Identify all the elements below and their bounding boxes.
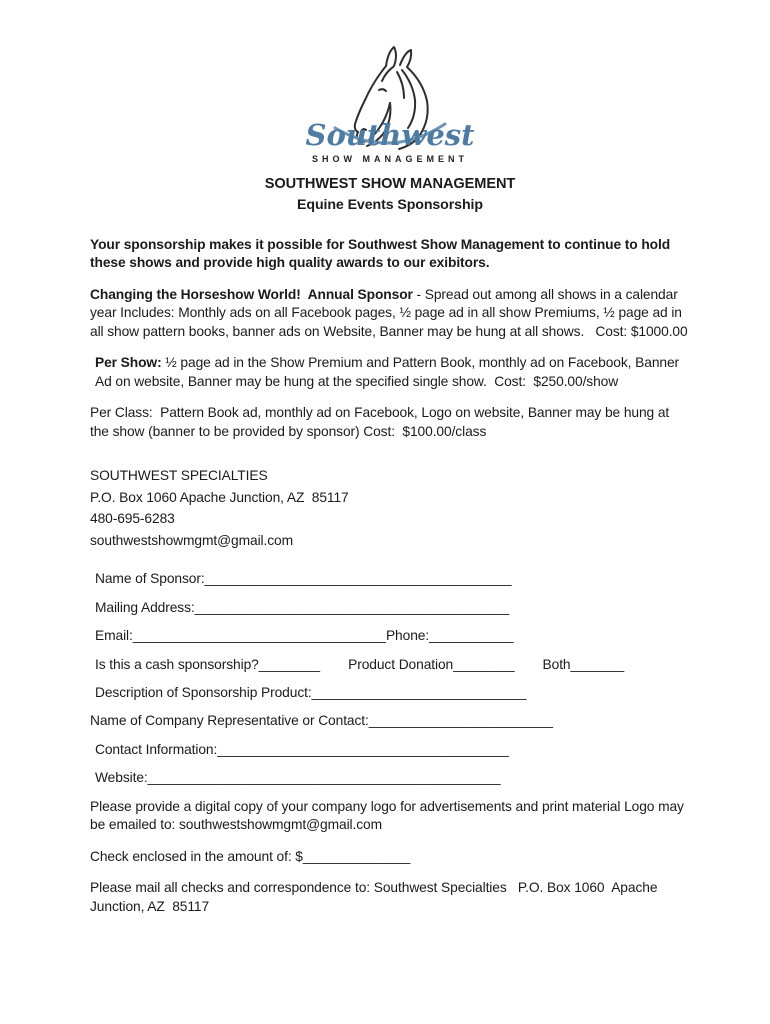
product-donation-group — [348, 657, 514, 672]
intro-paragraph: Your sponsorship makes it possible for Southwest Show Management to continue to hold these shows and provide high quality awards to our exibitors. — [90, 236, 674, 271]
email-label: Email: — [95, 628, 133, 644]
cash-sponsorship-field[interactable]: ________ — [258, 656, 321, 672]
contact-information-row — [90, 741, 690, 759]
document-title: SOUTHWEST SHOW MANAGEMENT — [264, 176, 516, 192]
per-class-lead: Per Class: — [90, 405, 153, 421]
per-show-body: ½ page ad in the Show Premium and Pattern Book, monthly ad on Facebook, Banner Ad on website, Banner may be hung at the specified single show. Cost: $250.00/show — [95, 355, 683, 389]
cash-sponsorship-group — [95, 657, 320, 672]
website-row — [90, 769, 690, 787]
check-amount-row — [90, 848, 690, 866]
email-field[interactable]: _________________________________ — [132, 628, 386, 644]
annual-sponsor-lead: Changing the Horseshow World! Annual Sponsor — [90, 286, 413, 302]
mailing-address-row — [90, 599, 690, 617]
description-row — [90, 684, 690, 702]
contact-information-field[interactable]: ______________________________________ — [217, 741, 509, 757]
sponsor-name-row — [90, 570, 690, 588]
both-field[interactable]: _______ — [570, 656, 625, 672]
website-field[interactable]: ______________________________________________ — [147, 770, 501, 786]
check-amount-field[interactable]: ______________ — [302, 848, 411, 864]
sponsorship-form-fields — [90, 570, 690, 788]
logo-tagline: SHOW MANAGEMENT — [312, 154, 468, 164]
phone-field[interactable]: ___________ — [429, 628, 514, 644]
contact-information-label: Contact Information: — [95, 741, 218, 757]
per-show-paragraph — [90, 354, 690, 391]
mailing-instructions: Please mail all checks and correspondence to: Southwest Specialties P.O. Box 1060 Apache Junction, AZ 85117 — [90, 880, 662, 914]
email-phone-row — [90, 627, 690, 645]
description-field[interactable]: ____________________________ — [311, 684, 527, 700]
representative-field[interactable]: ________________________ — [368, 713, 553, 729]
sponsor-name-field[interactable]: ________________________________________ — [204, 571, 512, 587]
representative-row — [90, 712, 690, 730]
annual-sponsor-paragraph — [90, 286, 690, 341]
sponsorship-type-row — [90, 656, 690, 674]
annual-sponsor-body: - Spread out among all shows in a calendar year Includes: Monthly ads on all Facebook pages, ½ page ad in all show Premiums, ½ page ad in all show pattern books, banner ads on Website, Banner may be hung at all shows. Cost: $1000.00 — [90, 286, 688, 339]
per-show-lead: Per Show: — [95, 355, 162, 371]
sponsor-name-label: Name of Sponsor: — [95, 571, 205, 587]
contact-company: SOUTHWEST SPECIALTIES — [90, 468, 268, 484]
logo-submission-note: Please provide a digital copy of your company logo for advertisements and print material Logo may be emailed to: southwestshowmgmt@gmail.com — [90, 798, 688, 833]
check-amount-label: Check enclosed in the amount of: $ — [90, 848, 303, 864]
both-group — [543, 657, 625, 672]
mailing-address-field[interactable]: _________________________________________ — [194, 599, 510, 615]
cash-sponsorship-label: Is this a cash sponsorship? — [95, 656, 259, 672]
phone-label: Phone: — [385, 628, 430, 644]
product-donation-field[interactable]: ________ — [453, 656, 515, 672]
contact-address: P.O. Box 1060 Apache Junction, AZ 85117 — [90, 489, 349, 505]
contact-block — [90, 467, 690, 550]
product-donation-label: Product Donation — [348, 656, 454, 672]
website-label: Website: — [95, 770, 148, 786]
mailing-address-label: Mailing Address: — [95, 599, 195, 615]
description-label: Description of Sponsorship Product: — [95, 684, 312, 700]
logo-wordmark: Southwest — [305, 118, 475, 152]
contact-email: southwestshowmgmt@gmail.com — [90, 532, 293, 548]
document-subtitle: Equine Events Sponsorship — [297, 197, 483, 214]
per-class-body: Pattern Book ad, monthly ad on Facebook, Logo on website, Banner may be hung at the show (banner to be provided by sponsor) Cost: $100.00/class — [90, 405, 673, 439]
both-label: Both — [542, 656, 571, 672]
title-block — [90, 174, 690, 216]
logo — [90, 44, 690, 164]
representative-label: Name of Company Representative or Contact: — [90, 713, 369, 729]
per-class-paragraph — [90, 404, 690, 441]
contact-phone: 480-695-6283 — [90, 511, 175, 527]
